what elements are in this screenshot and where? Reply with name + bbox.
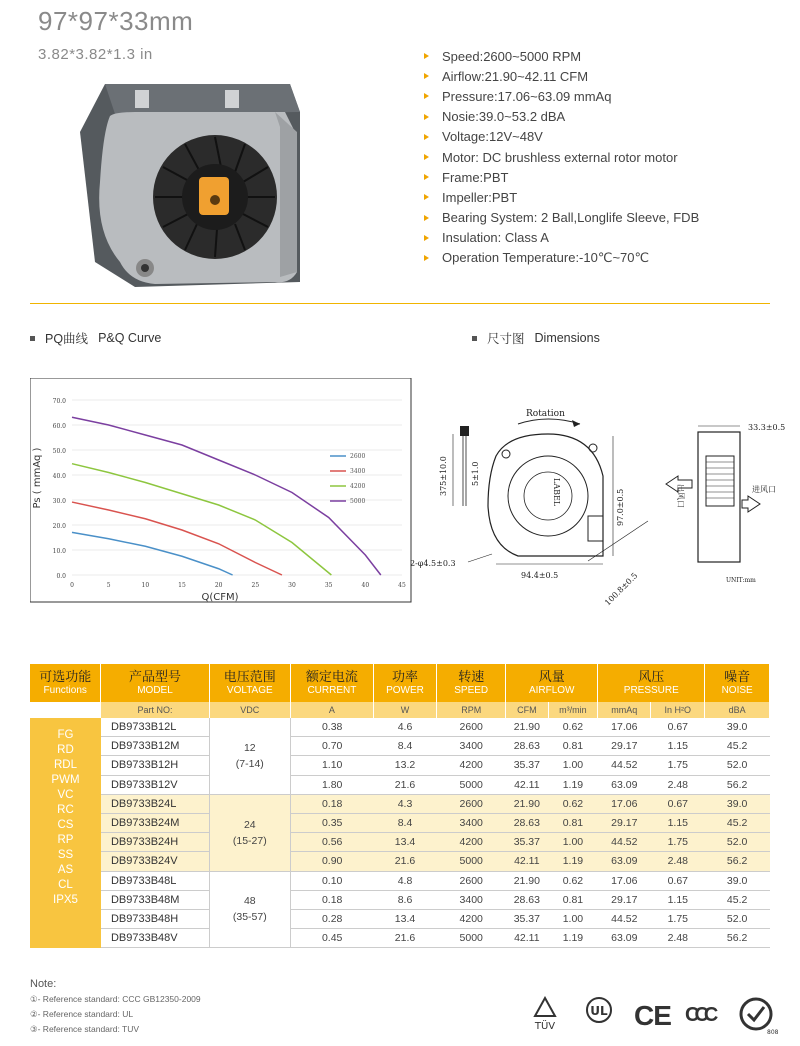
value-cell: 0.67: [651, 794, 705, 813]
x-tick-label: 15: [178, 582, 186, 589]
ul-mark-icon: [585, 994, 613, 1035]
unit-cell: In H²O: [651, 702, 705, 718]
value-cell: 44.52: [598, 756, 651, 775]
value-cell: 52.0: [705, 756, 770, 775]
dim-1008: 100.8±0.5: [603, 571, 640, 608]
value-cell: 2600: [437, 794, 506, 813]
function-item: PWM: [51, 774, 80, 786]
model-cell: DB9733B48V: [101, 929, 209, 948]
value-cell: 1.15: [651, 737, 705, 756]
value-cell: 39.0: [705, 871, 770, 890]
bullet-triangle-icon: [424, 215, 429, 221]
value-cell: 1.19: [548, 775, 598, 794]
value-cell: 52.0: [705, 909, 770, 928]
value-cell: 35.37: [506, 756, 548, 775]
value-cell: 1.75: [651, 756, 705, 775]
value-cell: 4200: [437, 833, 506, 852]
value-cell: 44.52: [598, 833, 651, 852]
y-tick-label: 70.0: [52, 398, 66, 405]
y-tick-label: 10.0: [52, 548, 66, 555]
spec-item: Operation Temperature:-10℃~70℃: [424, 248, 699, 268]
value-cell: 13.4: [373, 833, 437, 852]
value-cell: 0.90: [291, 852, 374, 871]
value-cell: 28.63: [506, 813, 548, 832]
dim-375: 375±10.0: [439, 456, 448, 496]
value-cell: 0.62: [548, 794, 598, 813]
value-cell: 4200: [437, 909, 506, 928]
unit-cell: m³/min: [548, 702, 598, 718]
page-title: 97*97*33mm: [38, 6, 194, 36]
unit-cell: VDC: [209, 702, 291, 718]
unit-cell: CFM: [506, 702, 548, 718]
ccc-mark-icon: CCC: [685, 1004, 714, 1026]
value-cell: 21.90: [506, 794, 548, 813]
functions-cell: [30, 718, 101, 948]
value-cell: 42.11: [506, 852, 548, 871]
bullet-triangle-icon: [424, 235, 429, 241]
bullet-triangle-icon: [424, 53, 429, 59]
value-cell: 17.06: [598, 871, 651, 890]
x-tick-label: 20: [214, 582, 223, 589]
function-item: IPX5: [53, 894, 78, 906]
value-cell: 5000: [437, 929, 506, 948]
notes-title: Note:: [30, 978, 57, 990]
unit-cell: W: [373, 702, 437, 718]
value-cell: 17.06: [598, 794, 651, 813]
label-text: LABEL: [552, 478, 561, 507]
function-item: VC: [57, 789, 74, 801]
spec-item: Nosie:39.0~53.2 dBA: [424, 107, 699, 127]
value-cell: 2600: [437, 718, 506, 737]
value-cell: 0.70: [291, 737, 374, 756]
svg-text:808: 808: [767, 1029, 779, 1036]
value-cell: 21.90: [506, 718, 548, 737]
fan-product-image: [75, 72, 315, 300]
dim-hole: 2-φ4.5±0.3: [410, 559, 456, 568]
legend-label: 5000: [350, 498, 366, 505]
value-cell: 29.17: [598, 890, 651, 909]
spec-item: Voltage:12V~48V: [424, 127, 699, 147]
table-row: [30, 929, 770, 948]
note-item: ②- Reference standard: UL: [30, 1009, 134, 1019]
table-row: [30, 756, 770, 775]
spec-item: Insulation: Class A: [424, 228, 699, 248]
svg-text:TÜV: TÜV: [534, 1021, 556, 1032]
value-cell: 2600: [437, 871, 506, 890]
value-cell: 1.75: [651, 909, 705, 928]
value-cell: 0.62: [548, 718, 598, 737]
value-cell: 35.37: [506, 833, 548, 852]
spec-item: Airflow:21.90~42.11 CFM: [424, 66, 699, 86]
value-cell: 0.81: [548, 813, 598, 832]
dim-5: 5±1.0: [471, 461, 480, 486]
function-item: AS: [57, 864, 74, 876]
function-item: CL: [58, 879, 73, 891]
model-cell: DB9733B12H: [101, 756, 209, 775]
value-cell: 0.10: [291, 871, 374, 890]
y-tick-label: 50.0: [52, 448, 66, 455]
function-item: SS: [57, 849, 74, 861]
unit-cell: dBA: [705, 702, 770, 718]
table-row: [30, 833, 770, 852]
col-header: 可选功能 Functions: [30, 664, 101, 702]
value-cell: 2.48: [651, 929, 705, 948]
value-cell: 1.15: [651, 813, 705, 832]
note-item: ③- Reference standard: TUV: [30, 1024, 140, 1034]
value-cell: 29.17: [598, 813, 651, 832]
value-cell: 4.3: [373, 794, 437, 813]
function-item: RP: [57, 834, 74, 846]
dim-97: 97.0±0.5: [616, 488, 625, 526]
bullet-triangle-icon: [424, 194, 429, 200]
model-cell: DB9733B12L: [101, 718, 209, 737]
value-cell: 5000: [437, 775, 506, 794]
y-tick-label: 20.0: [52, 523, 66, 530]
unit-cell: mmAq: [598, 702, 651, 718]
unit-cell: RPM: [437, 702, 506, 718]
chart-frame: [30, 378, 411, 602]
spec-item: Speed:2600~5000 RPM: [424, 46, 699, 66]
value-cell: 0.45: [291, 929, 374, 948]
function-item: CS: [57, 819, 74, 831]
value-cell: 8.4: [373, 737, 437, 756]
dimension-drawing: [408, 396, 800, 618]
value-cell: 3400: [437, 890, 506, 909]
value-cell: 28.63: [506, 737, 548, 756]
value-cell: 0.18: [291, 794, 374, 813]
value-cell: 8.4: [373, 813, 437, 832]
x-tick-label: 40: [361, 582, 370, 589]
value-cell: 29.17: [598, 737, 651, 756]
value-cell: 5000: [437, 852, 506, 871]
value-cell: 45.2: [705, 813, 770, 832]
voltage-cell: 48 (35-57): [209, 871, 291, 948]
table-row: [30, 775, 770, 794]
value-cell: 35.37: [506, 909, 548, 928]
section-divider: [30, 303, 770, 304]
table-header-row: [30, 664, 770, 702]
value-cell: 0.67: [651, 871, 705, 890]
voltage-cell: 12 (7-14): [209, 718, 291, 794]
value-cell: 56.2: [705, 929, 770, 948]
square-bullet-icon: [30, 336, 35, 341]
value-cell: 21.6: [373, 929, 437, 948]
table-row: [30, 718, 770, 737]
spec-table: [30, 664, 770, 948]
model-cell: DB9733B48L: [101, 871, 209, 890]
col-header: 额定电流 CURRENT: [291, 664, 374, 702]
tuv-mark-icon: [533, 996, 557, 1037]
table-row: [30, 794, 770, 813]
value-cell: 42.11: [506, 775, 548, 794]
spec-item: Impeller:PBT: [424, 187, 699, 207]
value-cell: 56.2: [705, 775, 770, 794]
value-cell: 28.63: [506, 890, 548, 909]
bullet-triangle-icon: [424, 73, 429, 79]
function-item: RC: [57, 804, 74, 816]
value-cell: 21.6: [373, 852, 437, 871]
value-cell: 56.2: [705, 852, 770, 871]
value-cell: 13.2: [373, 756, 437, 775]
model-cell: DB9733B24M: [101, 813, 209, 832]
model-cell: DB9733B12V: [101, 775, 209, 794]
table-row: [30, 909, 770, 928]
value-cell: 17.06: [598, 718, 651, 737]
spec-item: Frame:PBT: [424, 167, 699, 187]
legend-label: 2600: [350, 453, 366, 460]
svg-text:UL: UL: [590, 1004, 608, 1018]
value-cell: 63.09: [598, 775, 651, 794]
value-cell: 2.48: [651, 775, 705, 794]
model-cell: DB9733B48H: [101, 909, 209, 928]
quality-badge-icon: [736, 996, 780, 1041]
value-cell: 44.52: [598, 909, 651, 928]
value-cell: 1.75: [651, 833, 705, 852]
value-cell: 63.09: [598, 929, 651, 948]
bullet-triangle-icon: [424, 174, 429, 180]
unit-cell: Part NO:: [101, 702, 209, 718]
y-tick-label: 30.0: [52, 498, 66, 505]
bullet-triangle-icon: [424, 134, 429, 140]
arrow-icon: [742, 496, 760, 512]
value-cell: 39.0: [705, 794, 770, 813]
outlet-label: 出风口: [676, 484, 685, 508]
y-tick-label: 0.0: [56, 573, 66, 580]
dim-section-heading: 尺寸图 Dimensions: [472, 329, 600, 347]
x-tick-label: 25: [251, 582, 260, 589]
value-cell: 2.48: [651, 852, 705, 871]
col-header: 电压范围 VOLTAGE: [209, 664, 291, 702]
col-header: 噪音 NOISE: [705, 664, 770, 702]
x-tick-label: 0: [70, 582, 74, 589]
value-cell: 1.80: [291, 775, 374, 794]
col-header: 功率 POWER: [373, 664, 437, 702]
value-cell: 0.56: [291, 833, 374, 852]
bullet-triangle-icon: [424, 154, 429, 160]
y-tick-label: 40.0: [52, 473, 66, 480]
value-cell: 0.81: [548, 737, 598, 756]
value-cell: 42.11: [506, 929, 548, 948]
value-cell: 0.38: [291, 718, 374, 737]
dim-94: 94.4±0.5: [521, 571, 559, 580]
unit-cell: A: [291, 702, 374, 718]
note-item: ①- Reference standard: CCC GB12350-2009: [30, 994, 201, 1004]
value-cell: 4.6: [373, 718, 437, 737]
table-unit-row: [30, 702, 770, 718]
legend-label: 3400: [350, 468, 366, 475]
table-row: [30, 871, 770, 890]
value-cell: 0.18: [291, 890, 374, 909]
value-cell: 21.90: [506, 871, 548, 890]
inlet-label: 进风口: [752, 485, 776, 494]
value-cell: 1.19: [548, 852, 598, 871]
table-row: [30, 890, 770, 909]
function-item: RD: [57, 744, 74, 756]
table-row: [30, 737, 770, 756]
value-cell: 4200: [437, 756, 506, 775]
value-cell: 0.67: [651, 718, 705, 737]
value-cell: 1.10: [291, 756, 374, 775]
value-cell: 0.81: [548, 890, 598, 909]
x-tick-label: 5: [106, 582, 111, 589]
ce-mark-icon: CE: [634, 1000, 671, 1031]
function-item: RDL: [53, 759, 77, 771]
model-cell: DB9733B24L: [101, 794, 209, 813]
value-cell: 0.28: [291, 909, 374, 928]
value-cell: 0.62: [548, 871, 598, 890]
bullet-triangle-icon: [424, 93, 429, 99]
spec-list: [424, 46, 699, 268]
x-tick-label: 10: [141, 582, 150, 589]
col-header: 转速 SPEED: [437, 664, 506, 702]
col-header: 风量 AIRFLOW: [506, 664, 598, 702]
value-cell: 45.2: [705, 737, 770, 756]
value-cell: 8.6: [373, 890, 437, 909]
model-cell: DB9733B12M: [101, 737, 209, 756]
x-tick-label: 45: [398, 582, 406, 589]
model-cell: DB9733B24H: [101, 833, 209, 852]
col-header: 产品型号 MODEL: [101, 664, 209, 702]
value-cell: 21.6: [373, 775, 437, 794]
pq-curve-chart: [30, 378, 412, 606]
value-cell: 4.8: [373, 871, 437, 890]
value-cell: 45.2: [705, 890, 770, 909]
function-item: FG: [57, 729, 74, 741]
x-axis-label: Q(CFM): [201, 592, 239, 603]
spec-item: Motor: DC brushless external rotor motor: [424, 147, 699, 167]
value-cell: 13.4: [373, 909, 437, 928]
table-row: [30, 813, 770, 832]
x-tick-label: 30: [288, 582, 296, 589]
voltage-cell: 24 (15-27): [209, 794, 291, 871]
table-row: [30, 852, 770, 871]
model-cell: DB9733B48M: [101, 890, 209, 909]
value-cell: 63.09: [598, 852, 651, 871]
square-bullet-icon: [472, 336, 477, 341]
value-cell: 1.00: [548, 909, 598, 928]
rotation-label: Rotation: [526, 409, 565, 419]
dim-33: 33.3±0.5: [748, 423, 786, 432]
value-cell: 0.35: [291, 813, 374, 832]
value-cell: 1.15: [651, 890, 705, 909]
value-cell: 1.00: [548, 833, 598, 852]
y-axis-label: Ps ( mmAq ): [32, 447, 43, 509]
page-subtitle: 3.82*3.82*1.3 in: [38, 46, 153, 63]
legend-label: 4200: [350, 483, 366, 490]
spec-item: Bearing System: 2 Ball,Longlife Sleeve, FDB: [424, 208, 699, 228]
unit-label: UNIT:mm: [726, 577, 756, 584]
model-cell: DB9733B24V: [101, 852, 209, 871]
y-tick-label: 60.0: [52, 423, 66, 430]
bullet-triangle-icon: [424, 255, 429, 261]
value-cell: 3400: [437, 737, 506, 756]
value-cell: 52.0: [705, 833, 770, 852]
spec-item: Pressure:17.06~63.09 mmAq: [424, 86, 699, 106]
value-cell: 1.00: [548, 756, 598, 775]
x-tick-label: 35: [324, 582, 333, 589]
value-cell: 1.19: [548, 929, 598, 948]
value-cell: 3400: [437, 813, 506, 832]
value-cell: 39.0: [705, 718, 770, 737]
pq-section-heading: PQ曲线 P&Q Curve: [30, 329, 161, 347]
col-header: 风压 PRESSURE: [598, 664, 705, 702]
bullet-triangle-icon: [424, 114, 429, 120]
